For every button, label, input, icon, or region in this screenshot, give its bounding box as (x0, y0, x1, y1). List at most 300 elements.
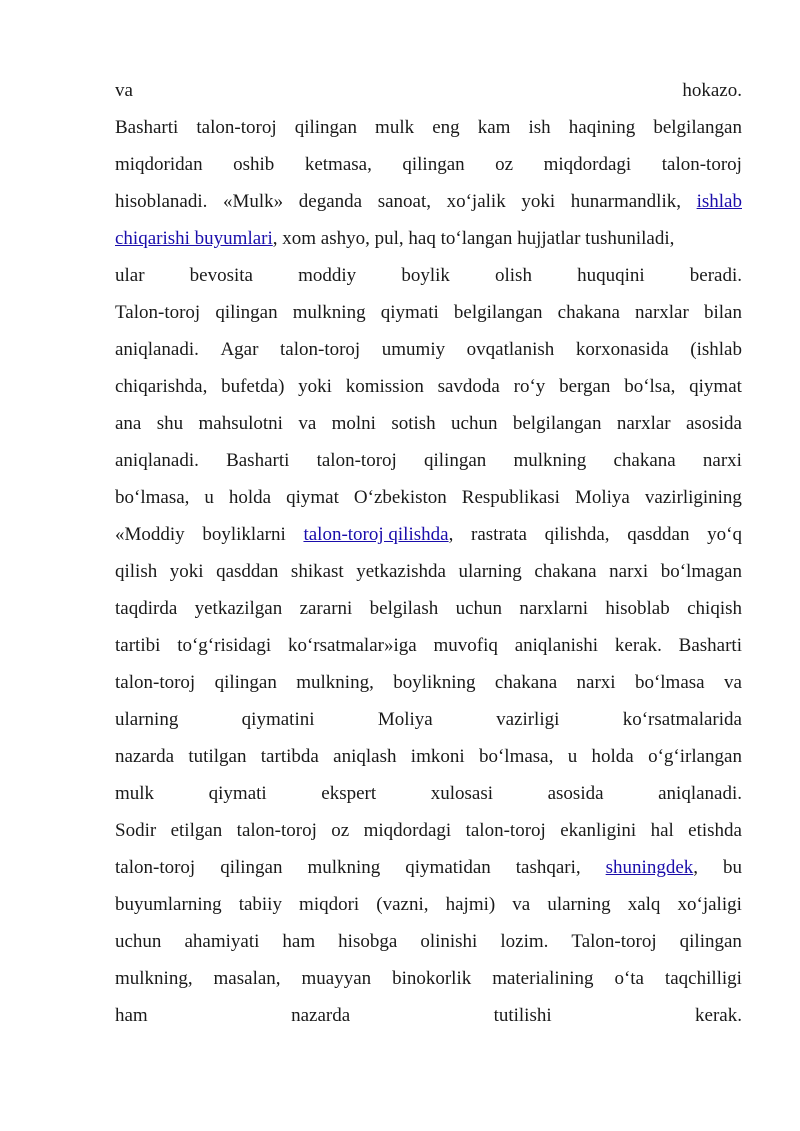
text-line (115, 997, 742, 1034)
word-group (305, 146, 372, 183)
word-group (613, 442, 675, 479)
word: , xom ashyo, pul, haq to‘langan hujjatlar tushuniladi, (272, 228, 675, 249)
word-group (115, 516, 185, 553)
hyperlink[interactable]: talon-toroj qilishda (303, 524, 449, 545)
text-line (115, 701, 742, 738)
word-group (338, 923, 397, 960)
word: ko‘rsatmalar»iga (287, 635, 417, 656)
word: nazarda (115, 746, 175, 767)
word: bufetda) (221, 376, 285, 397)
word-group (651, 812, 674, 849)
word-group (115, 775, 154, 812)
word-group (177, 627, 271, 664)
word: O‘zbekiston (353, 487, 447, 508)
word: bo‘lmasa (634, 672, 705, 693)
word: xalq (627, 894, 661, 915)
word-group (662, 146, 742, 183)
word-group (653, 109, 742, 146)
text-line (115, 775, 742, 812)
word: hajmi) (445, 894, 496, 915)
word: moddiy (298, 265, 357, 286)
word: talon-toroj (236, 820, 317, 841)
word-group (515, 627, 598, 664)
text-line (115, 109, 742, 146)
word: tutilishi (493, 1005, 552, 1026)
word-group (190, 257, 253, 294)
word-group (687, 590, 742, 627)
word-group (333, 738, 396, 775)
word-group (295, 109, 357, 146)
word: miqdoridan (115, 154, 203, 175)
word-group (544, 146, 632, 183)
word: sotish (391, 413, 436, 434)
word: chakana (613, 450, 676, 471)
word-group (115, 923, 161, 960)
word: uchun (115, 931, 162, 952)
word-group (592, 738, 634, 775)
word-group (261, 738, 319, 775)
word-group (115, 146, 203, 183)
word-group (115, 220, 273, 257)
word: rastrata (471, 524, 527, 545)
word: ekspert (321, 783, 377, 804)
word-group (645, 479, 742, 516)
word: asosida (547, 783, 604, 804)
word-group (576, 331, 669, 368)
word: yetkazishda (356, 561, 446, 582)
word: etishda (688, 820, 742, 841)
word-group (115, 257, 145, 294)
word: qilish (115, 561, 158, 582)
word: talon-toroj (661, 154, 742, 175)
word-group (635, 664, 705, 701)
word: bevosita (189, 265, 253, 286)
word: qasddan (627, 524, 690, 545)
word-group (665, 960, 742, 997)
word-group (293, 294, 366, 331)
word: mulk (375, 117, 415, 138)
word-group (237, 812, 317, 849)
word-group (204, 479, 214, 516)
word-group (221, 368, 284, 405)
word: olinishi (420, 931, 478, 952)
word-group (577, 664, 616, 701)
word-group (605, 590, 669, 627)
word: to‘g‘risidagi (177, 635, 272, 656)
word: tashqari, (515, 857, 581, 878)
word-group (689, 368, 742, 405)
word-group (303, 516, 453, 553)
word-group (478, 109, 511, 146)
word-group (458, 553, 521, 590)
word: oshib (233, 154, 275, 175)
word-group (431, 775, 493, 812)
word-group (462, 479, 560, 516)
word-group (512, 886, 530, 923)
word: ekanligini (560, 820, 637, 841)
word-group (624, 368, 675, 405)
word-group (223, 183, 283, 220)
word: vazirligining (644, 487, 742, 508)
word-group (495, 664, 557, 701)
word: mulkning, (115, 968, 193, 989)
word-group (704, 294, 742, 331)
word-group (560, 812, 636, 849)
word-group (434, 627, 498, 664)
word-group (548, 775, 604, 812)
word: ham (115, 1005, 148, 1026)
word: «Mulk» (222, 191, 284, 212)
word-group (375, 109, 414, 146)
word-group (115, 183, 207, 220)
word: mulkning (292, 302, 366, 323)
word: taqdirda (115, 598, 178, 619)
word: qiymati (208, 783, 267, 804)
word: aniqlanadi. (115, 339, 199, 360)
word: Basharti (226, 450, 290, 471)
word-group (393, 664, 475, 701)
word: Agar (220, 339, 259, 360)
word-group (115, 664, 195, 701)
word-group (115, 738, 174, 775)
word-group (296, 664, 374, 701)
word-group (378, 701, 433, 738)
word-group (569, 109, 636, 146)
word: qilingan (215, 302, 278, 323)
word-group (202, 516, 285, 553)
word: Moliya (574, 487, 630, 508)
word: mulkning, (296, 672, 374, 693)
word-group (229, 479, 271, 516)
word: miqdordagi (363, 820, 452, 841)
text-line (115, 146, 742, 183)
word: bu (722, 857, 742, 878)
word: qilingan (214, 672, 277, 693)
word-group (220, 849, 282, 886)
word-group (545, 516, 610, 553)
hyperlink[interactable]: chiqarishi buyumlari (115, 228, 273, 249)
word-group (609, 553, 648, 590)
word-group (678, 886, 742, 923)
word-group (688, 812, 742, 849)
word: qilingan (423, 450, 487, 471)
word: Basharti (678, 635, 742, 656)
word-group (298, 368, 332, 405)
word-group (438, 368, 500, 405)
word-group (299, 886, 359, 923)
word: buyumlarning (115, 894, 222, 915)
word: taqchilligi (664, 968, 742, 989)
word: lozim. (500, 931, 549, 952)
word-group (115, 72, 133, 109)
word: hal (650, 820, 674, 841)
word: ish (528, 117, 551, 138)
word-group (568, 738, 578, 775)
word-group (558, 294, 620, 331)
word: qilingan (294, 117, 357, 138)
word-group (690, 257, 742, 294)
text-line (115, 220, 742, 257)
word: oz (495, 154, 514, 175)
word-group (233, 146, 274, 183)
word: molni (331, 413, 376, 434)
word-group (115, 368, 207, 405)
word-group (184, 923, 259, 960)
word: o‘ta (614, 968, 644, 989)
word-group (188, 738, 246, 775)
word: masalan, (213, 968, 281, 989)
word-group (242, 701, 315, 738)
word-group (615, 627, 662, 664)
word-group (680, 923, 742, 960)
word: yoki (521, 191, 556, 212)
word: kerak. (614, 635, 662, 656)
word: aniqlanadi. (115, 450, 199, 471)
word: deganda (298, 191, 363, 212)
hyperlink[interactable]: shuningdek (605, 857, 694, 878)
word: shu (156, 413, 184, 434)
word: haqining (568, 117, 636, 138)
word: mulkning (513, 450, 587, 471)
word-group (697, 183, 742, 220)
word-group (479, 738, 553, 775)
document-body (115, 72, 742, 1034)
word-group (614, 960, 644, 997)
word: oz (331, 820, 350, 841)
word: hokazo. (682, 80, 742, 101)
word-group (299, 183, 362, 220)
word: yoki (169, 561, 204, 582)
word-group (424, 442, 486, 479)
word-group (115, 886, 222, 923)
word-group (115, 997, 148, 1034)
word-group (199, 405, 283, 442)
word-group (381, 294, 439, 331)
text-line (115, 183, 742, 220)
word: nazarda (291, 1005, 351, 1026)
word-group (451, 405, 497, 442)
word-group (401, 257, 450, 294)
word-group (301, 960, 371, 997)
word-group (115, 627, 160, 664)
word: kam (477, 117, 511, 138)
word: imkoni (410, 746, 465, 767)
word-group (703, 442, 742, 479)
word: olish (495, 265, 532, 286)
word: talon-toroj (316, 450, 397, 471)
word: bo‘lmagan (660, 561, 742, 582)
word: qiymatini (241, 709, 315, 730)
word: talon-toroj (115, 672, 196, 693)
word: narxlarni (519, 598, 588, 619)
word: talon-toroj (280, 339, 361, 360)
word-group (288, 627, 417, 664)
word: ahamiyati (184, 931, 260, 952)
word: holda (228, 487, 272, 508)
text-line (115, 368, 742, 405)
word: bilan (703, 302, 742, 323)
word-group (220, 331, 258, 368)
word-group (617, 405, 671, 442)
word-group (495, 257, 532, 294)
word: «Moddiy (115, 524, 185, 545)
word: narxi (702, 450, 742, 471)
word-group (627, 516, 689, 553)
word: bergan (559, 376, 611, 397)
word: chiqarishda, (115, 376, 208, 397)
word: qilingan (220, 857, 283, 878)
word: belgilash (369, 598, 439, 619)
word: narxi (609, 561, 649, 582)
word: muayyan (301, 968, 372, 989)
word: aniqlanadi. (658, 783, 742, 804)
word-group (420, 923, 477, 960)
word-group (356, 553, 446, 590)
word-group (321, 775, 376, 812)
text-line (115, 442, 742, 479)
word: o‘g‘irlangan (648, 746, 742, 767)
hyperlink[interactable]: ishlab (696, 191, 742, 212)
word: uchun (455, 598, 503, 619)
word: hisoblanadi. (115, 191, 208, 212)
word: , (448, 524, 454, 545)
word: qiymatidan (405, 857, 491, 878)
word-group (298, 405, 316, 442)
word-group (496, 701, 559, 738)
word: qiymat (689, 376, 742, 397)
text-line (115, 72, 742, 109)
word: mahsulotni (198, 413, 283, 434)
word-group (623, 701, 742, 738)
word: qilingan (402, 154, 465, 175)
word-group (724, 664, 742, 701)
word-group (495, 146, 513, 183)
word-group (115, 442, 199, 479)
word-group (215, 294, 277, 331)
word-group (635, 294, 689, 331)
text-line (115, 812, 742, 849)
word-group (115, 405, 141, 442)
word-group (115, 553, 157, 590)
word: kerak. (695, 1005, 742, 1026)
word-group (115, 590, 177, 627)
word: komission (345, 376, 424, 397)
word: eng (432, 117, 460, 138)
word: talon-toroj (115, 857, 196, 878)
word: ham (282, 931, 316, 952)
word-group (446, 886, 496, 923)
word-group (291, 997, 350, 1034)
word: ovqatlanish (466, 339, 555, 360)
text-line (115, 886, 742, 923)
word: ro‘y (513, 376, 546, 397)
word-group (282, 923, 315, 960)
word-group (170, 553, 204, 590)
word-group (239, 886, 282, 923)
word: boyliklarni (202, 524, 286, 545)
word-group (354, 479, 447, 516)
word-group (307, 849, 380, 886)
word: Basharti (115, 117, 179, 138)
word-group (492, 960, 593, 997)
word: aniqlash (333, 746, 397, 767)
word: xulosasi (430, 783, 494, 804)
word: ana (115, 413, 142, 434)
word-group (332, 405, 376, 442)
word-group (661, 553, 742, 590)
word: tartibda (260, 746, 319, 767)
word-group (494, 997, 552, 1034)
word: va (723, 672, 742, 693)
word-group (157, 405, 183, 442)
word-group (707, 516, 742, 553)
word: savdoda (437, 376, 500, 397)
word: ular (115, 265, 145, 286)
word: u (567, 746, 578, 767)
word-group (514, 368, 546, 405)
word-group (115, 812, 156, 849)
word: va (512, 894, 531, 915)
word: mulkning (307, 857, 381, 878)
word-group (216, 553, 278, 590)
word: Sodir (115, 820, 157, 841)
word: yoki (298, 376, 332, 397)
text-line (115, 257, 742, 294)
word-group (300, 590, 353, 627)
word-group (466, 812, 546, 849)
word-group (402, 146, 464, 183)
text-line (115, 479, 742, 516)
word: chiqish (687, 598, 742, 619)
word: chakana (494, 672, 558, 693)
word-group (679, 627, 742, 664)
word: qiymati (380, 302, 439, 323)
word-group (115, 960, 193, 997)
word-group (171, 812, 223, 849)
word: bo‘lmasa, (115, 487, 190, 508)
word-group (575, 479, 630, 516)
word-group (115, 479, 189, 516)
word-group (513, 405, 602, 442)
word-group (695, 997, 742, 1034)
word: (ishlab (690, 339, 742, 360)
word-group (273, 220, 675, 257)
word-group (516, 849, 581, 886)
word-group (723, 849, 742, 886)
word-group (214, 960, 281, 997)
word-group (405, 849, 490, 886)
word-group (682, 72, 742, 109)
text-line (115, 590, 742, 627)
word-group (115, 109, 178, 146)
word: narxi (576, 672, 616, 693)
word-group (391, 405, 435, 442)
word: tutilgan (188, 746, 247, 767)
word: talon-toroj (196, 117, 277, 138)
word: hisobga (338, 931, 398, 952)
word: zararni (299, 598, 353, 619)
word-group (382, 331, 445, 368)
word: chakana (557, 302, 620, 323)
word: va (298, 413, 317, 434)
word: shikast (290, 561, 344, 582)
word: Talon-toroj (571, 931, 657, 952)
word-group (115, 331, 199, 368)
text-line (115, 664, 742, 701)
word: Respublikasi (461, 487, 560, 508)
word: muvofiq (433, 635, 498, 656)
word: ularning (458, 561, 522, 582)
